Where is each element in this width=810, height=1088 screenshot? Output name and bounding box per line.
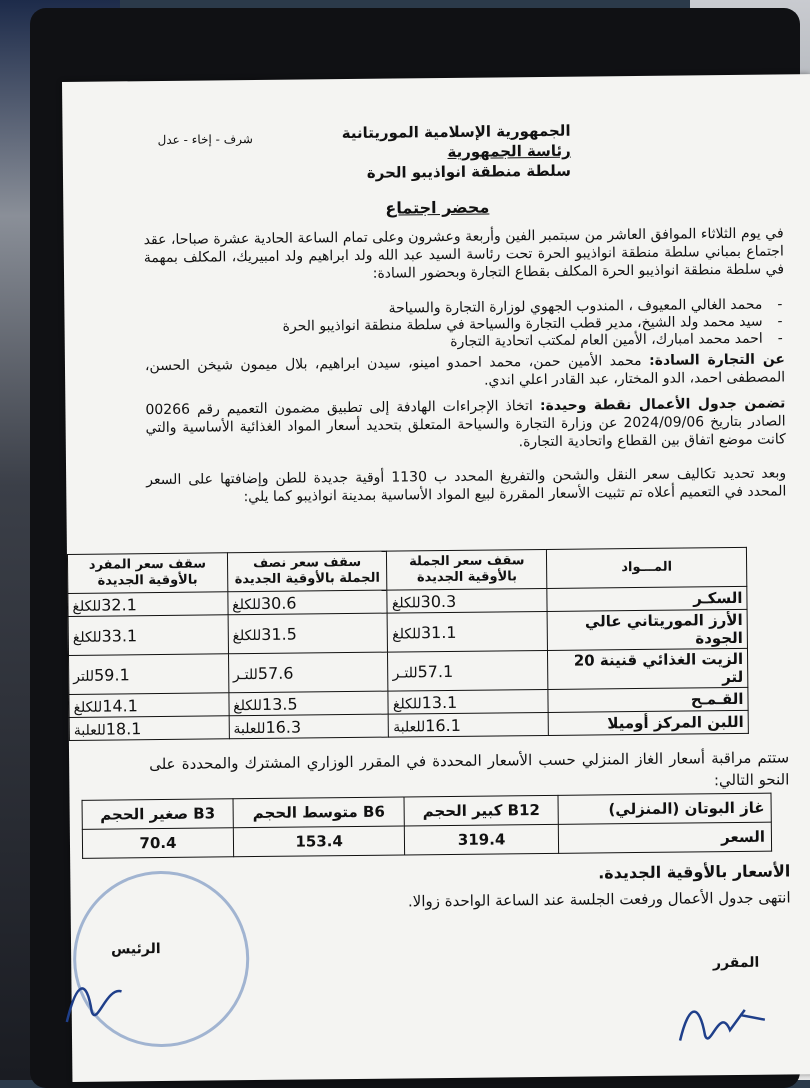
half-cell <box>228 613 388 654</box>
wholesale-price: 30.3 <box>420 591 457 611</box>
president-label: الرئيس <box>111 941 161 958</box>
half-price: 57.6 <box>257 663 294 683</box>
retail-price: 18.1 <box>105 718 142 739</box>
retail-cell <box>68 592 228 617</box>
unit: للكلغ <box>73 699 103 716</box>
unit: للتـر <box>392 664 418 682</box>
gas-size-medium: B6 متوسط الحجم <box>233 797 405 828</box>
letterhead-line-1: الجمهورية الإسلامية الموريتانية <box>341 121 571 143</box>
gas-price-medium: 153.4 <box>233 826 405 857</box>
item-name: الأرز الموريتاني عالي الجودة <box>547 609 747 650</box>
wholesale-cell <box>388 611 548 652</box>
unit: للعلبة <box>233 720 266 737</box>
unit: للتـر <box>232 666 258 683</box>
retail-cell <box>68 615 228 656</box>
wholesale-cell <box>389 712 549 737</box>
merchants-names: محمد الأمين حمن، محمد احمدو امينو، سيدن ابراهيم، بلال ميمون شيخن الحسن، المصطفى احمد، الدو المختار، عبد القادر اعلي اندي. <box>144 352 786 389</box>
unit: للتر <box>73 668 95 685</box>
rapporteur-signature <box>670 995 781 1056</box>
gas-size-small: B3 صغير الحجم <box>82 799 233 830</box>
item-name: الزيت الغذائي قنينة 20 لتر <box>548 648 748 689</box>
col-header-retail: سقف سعر المفرد بالأوقية الجديدة <box>67 553 227 594</box>
wholesale-cell <box>387 588 547 613</box>
unit: للكلغ <box>72 598 102 615</box>
retail-cell <box>69 716 229 741</box>
agenda-paragraph <box>145 394 786 455</box>
retail-price: 59.1 <box>93 664 130 685</box>
closing-statement: انتهى جدول الأعمال ورفعت الجلسة عند الساعة الواحدة زوالا. <box>407 888 791 911</box>
currency-note: الأسعار بالأوقية الجديدة. <box>598 861 791 883</box>
half-cell <box>229 691 389 716</box>
unit: للكلغ <box>391 594 421 612</box>
gas-price-label: السعر <box>558 822 771 853</box>
attendee-item: - محمد الغالي المعيوف ، المندوب الجهوي لوزارة التجارة والسياحة <box>142 296 782 320</box>
retail-cell <box>69 654 229 695</box>
retail-price: 33.1 <box>101 625 138 646</box>
half-cell <box>228 652 388 693</box>
document-title: محضر اجتماع <box>385 197 490 218</box>
gas-price-small: 70.4 <box>82 828 233 859</box>
intro-paragraph: في يوم الثلاثاء الموافق العاشر من سبتمبر الفين وأربعة وعشرون وعلى تمام الساعة الحادية عشرة صباحا، عقد اجتماع بمباني سلطة منطقة انواذيبو الحرة تحت رئاسة السيد عبد الله ولد ابراهيم ولد امبيريك، المكلف بمهمة في سلطة منطقة انواذيبو الحرة المكلف بقطاع التجارة وبحضور السادة: <box>143 225 785 282</box>
wholesale-price: 31.1 <box>420 622 457 642</box>
half-price: 13.5 <box>261 694 298 714</box>
retail-price: 14.1 <box>102 695 138 716</box>
wholesale-cell <box>388 650 548 691</box>
wholesale-price: 13.1 <box>421 692 458 712</box>
gas-table <box>82 793 773 859</box>
item-name: اللبن المركز أوميلا <box>548 710 748 735</box>
merchants-paragraph <box>145 350 785 393</box>
unit: للكلغ <box>72 629 102 646</box>
merchants-label: عن التجارة السادة: <box>648 351 786 369</box>
agenda-label: تضمن جدول الأعمال نقطة وحيدة: <box>539 395 786 415</box>
half-cell <box>228 590 388 615</box>
agenda-text: اتخاذ الإجراءات الهادفة إلى تطبيق مضمون التعميم رقم 00266 الصادر بتاريخ 2024/09/06 عن وزارة التجارة والسياحة المتعلق بتحديد أسعار المواد الغذائية الأساسية والتي كانت موضع اتفاق بين القطاع واتحادية التجارة. <box>145 398 786 451</box>
unit: للكلغ <box>392 695 422 713</box>
gas-size-large: B12 كبير الحجم <box>404 795 558 826</box>
col-header-item: المـــواد <box>547 547 747 588</box>
unit: للكلغ <box>232 627 262 644</box>
half-price: 31.5 <box>261 624 297 644</box>
retail-price: 32.1 <box>101 594 137 615</box>
half-cell <box>229 714 389 739</box>
retail-cell <box>69 693 229 718</box>
attendee-item: - احمد محمد امبارك، الأمين العام لمكتب اتحادية التجارة <box>143 330 783 354</box>
gas-intro: ستتم مراقبة أسعار الغاز المنزلي حسب الأسعار المحددة في المقرر الوزاري المشترك والمحددة على النحو التالي: <box>149 748 790 790</box>
wholesale-cell <box>388 689 548 714</box>
half-price: 16.3 <box>265 717 302 737</box>
item-name: القـمـح <box>548 687 748 712</box>
unit: للعلبة <box>73 722 106 739</box>
col-header-half-wholesale: سقف سعر نصف الجملة بالأوقية الجديدة <box>227 551 387 592</box>
letterhead-line-2: رئاسة الجمهورية <box>447 141 571 161</box>
document-page <box>62 74 810 1082</box>
letterhead-line-3: سلطة منطقة انواذيبو الحرة <box>366 161 572 182</box>
price-table <box>67 547 749 741</box>
gas-price-large: 319.4 <box>405 824 559 855</box>
letterhead <box>342 121 571 183</box>
national-motto: شرف - إخاء - عدل <box>157 132 253 148</box>
col-header-wholesale: سقف سعر الجملة بالأوقية الجديدة <box>387 549 547 590</box>
unit: للكلغ <box>233 697 263 714</box>
attendee-list <box>142 296 782 354</box>
wholesale-price: 57.1 <box>417 661 454 681</box>
table-row <box>82 822 771 858</box>
gas-type-label: غاز البوتان (المنزلي) <box>558 793 771 824</box>
decision-paragraph: وبعد تحديد تكاليف سعر النقل والشحن والتفريغ المحدد ب 1130 أوقية جديدة للطن وإضافتها على السعر المحدد في التعميم أعلاه تم تثبيت الأسعار المقررة لبيع المواد الأساسية بمدينة انواذيبو كما يلي: <box>146 465 787 506</box>
unit: للكلغ <box>232 596 262 613</box>
attendee-item: - سيد محمد ولد الشيخ، مدير قطب التجارة والسياحة في سلطة منطقة انواذيبو الحرة <box>142 313 782 337</box>
unit: للعلبة <box>393 718 426 736</box>
item-name: السكـر <box>547 586 747 611</box>
wholesale-price: 16.1 <box>425 715 461 735</box>
half-price: 30.6 <box>260 593 297 613</box>
president-signature <box>61 971 132 1032</box>
rapporteur-label: المقرر <box>712 954 760 972</box>
unit: للكلغ <box>392 625 422 643</box>
